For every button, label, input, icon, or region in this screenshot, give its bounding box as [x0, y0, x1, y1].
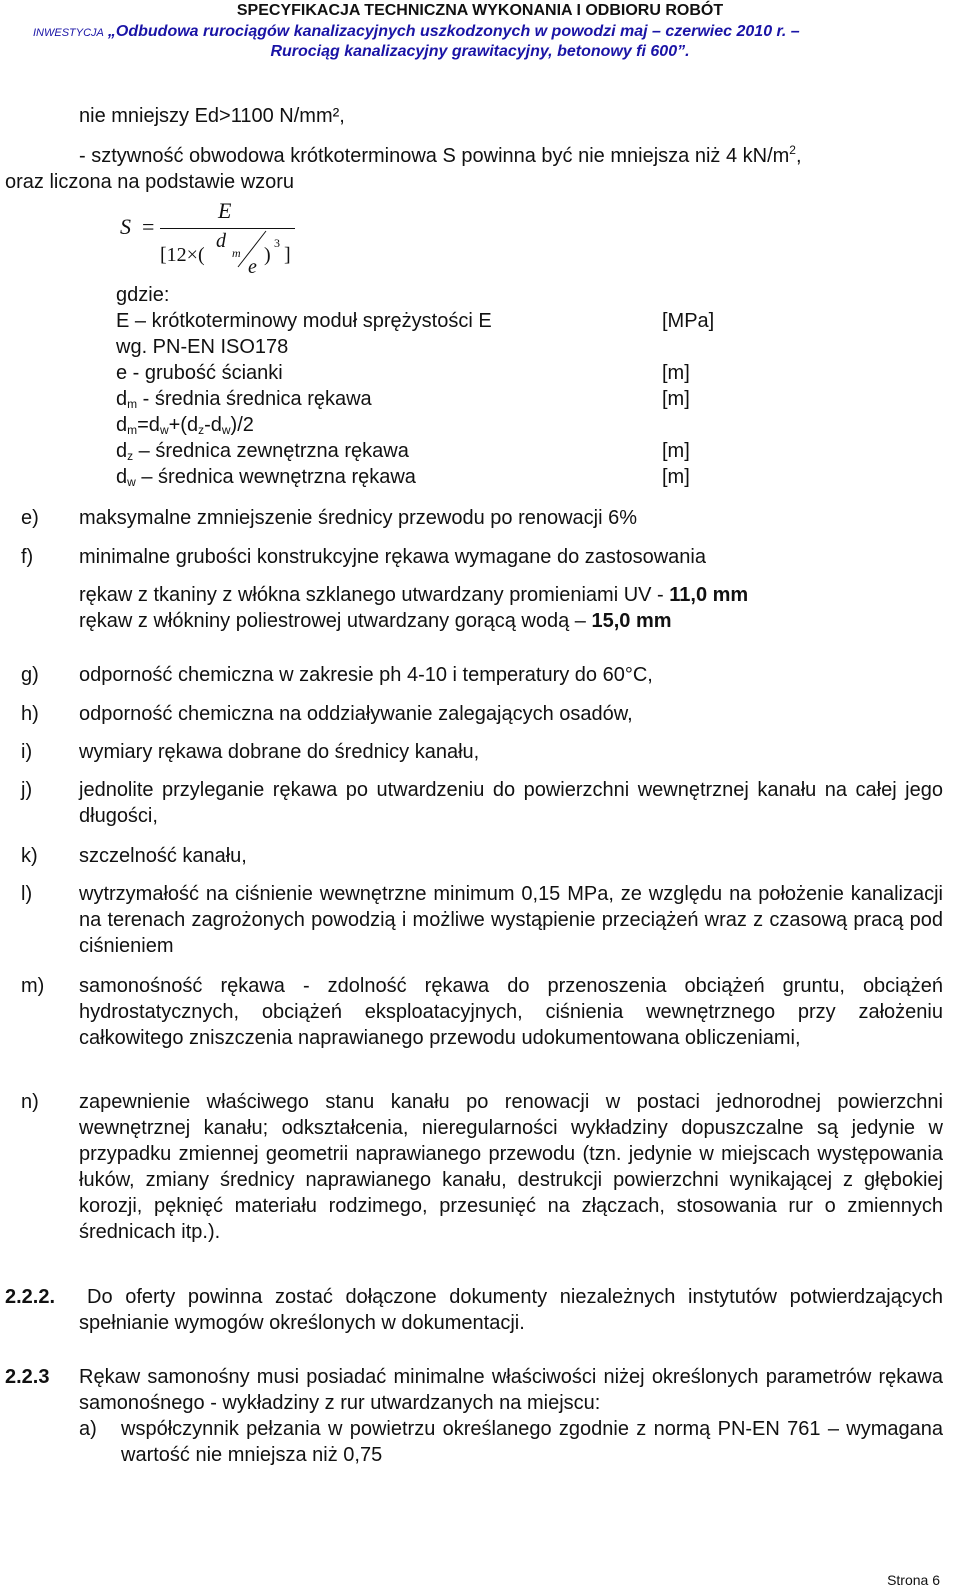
item-i-text: wymiary rękawa dobrane do średnicy kanału,	[79, 741, 480, 763]
legend-row-standard: wg. PN-EN ISO178	[116, 336, 289, 358]
item-j-text: jednolite przyleganie rękawa po utwardzeniu do powierzchni wewnętrznej kanału na całej jego długości,	[79, 779, 943, 827]
section-223-a-text: współczynnik pełzania w powietrzu określanego zgodnie z normą PN-EN 761 – wymagana wartość nie mniejsza niż 0,75	[121, 1418, 943, 1466]
item-n-text: zapewnienie właściwego stanu kanału po renowacji w postaci jednorodnej powierzchni wewnętrznej kanału; odkształcenia, nieregularności wykładziny dopuszczalne są jedynie w przypadku zmiennej geometrii naprawianego przewodu (tzn. jedynie w miejscach występowania łuków, zmiany średnicy naprawianego kanału, destrukcji powierzchni wynikającej z głębokiej korozji, pęknięć materiału rodzimego, przesunięć na złączach, stosowania rur o zmiennych średnicach itp.).	[79, 1091, 943, 1243]
section-223-text: Rękaw samonośny musi posiadać minimalne właściwości niżej określonych parametrów rękawa samonośnego - wykładziny z rur utwardzanych na miejscu:	[79, 1366, 943, 1414]
item-e-label: e)	[21, 507, 39, 529]
item-m-label: m)	[21, 975, 45, 997]
page-number: Strona 6	[887, 1572, 940, 1588]
item-n-label: n)	[21, 1091, 39, 1113]
item-f-sub-2-value: 15,0 mm	[591, 610, 672, 632]
legend-dm-text: - średnia średnica rękawa	[137, 388, 372, 410]
item-f-label: f)	[21, 546, 34, 568]
item-h-text: odporność chemiczna na oddziaływanie zalegających osadów,	[79, 703, 633, 725]
legend-row-dm	[116, 386, 372, 412]
formula-close-paren: )	[264, 244, 271, 266]
item-e-text: maksymalne zmniejszenie średnicy przewodu po renowacji 6%	[79, 507, 638, 529]
legend-unit-e: [MPa]	[662, 310, 715, 332]
intro-line-2-end: ,	[795, 145, 802, 167]
header-title: SPECYFIKACJA TECHNICZNA WYKONANIA I ODBIORU ROBÓT	[236, 2, 724, 19]
legend-title: gdzie:	[116, 284, 170, 306]
intro-line-2-sup: 2	[789, 143, 796, 157]
item-f-sub-1-value: 11,0 mm	[669, 584, 749, 606]
section-223-a-label: a)	[79, 1418, 97, 1440]
item-h-label: h)	[21, 703, 39, 725]
intro-line-2-text: - sztywność obwodowa krótkoterminowa S powinna być nie mniejsza niż 4 kN/m	[79, 145, 790, 167]
legend-row-dm-formula: $d_m=d_w+(d_z-d_w)/2$	[116, 414, 254, 437]
header-investment-name: „Odbudowa rurociągów kanalizacyjnych uszkodzonych w powodzi maj – czerwiec 2010 r. –	[107, 23, 800, 40]
item-f-sub-2: rękaw z włókniny poliestrowej utwardzany gorącą wodą – 15,0 mm	[79, 610, 672, 632]
header-subtitle: Rurociąg kanalizacyjny grawitacyjny, betonowy fi 600”.	[270, 43, 690, 60]
legend-unit-dw: [m]	[662, 466, 690, 488]
legend-unit-dm: [m]	[662, 388, 690, 410]
formula-m: m	[232, 246, 241, 260]
formula-exponent: 3	[274, 236, 280, 250]
legend-unit-thickness: [m]	[662, 362, 690, 384]
item-f-sub-1: rękaw z tkaniny z włókna szklanego utwardzany promieniami UV - 11,0 mm	[79, 584, 749, 606]
section-222-text: Do oferty powinna zostać dołączone dokumenty niezależnych instytutów potwierdzających spełnianie wymogów określonych w dokumentacji.	[79, 1286, 943, 1334]
stiffness-formula	[118, 196, 308, 286]
header-prefix: INWESTYCJA	[33, 27, 104, 39]
legend-row-e: E – krótkoterminowy moduł sprężystości E	[116, 310, 492, 332]
formula-denominator: [12×(	[160, 244, 205, 266]
item-m-text: samonośność rękawa - zdolność rękawa do przenoszenia obciążeń gruntu, obciążeń hydrostatycznych, obciążeń eksploatacyjnych, ciśnienia wewnętrznego przy założeniu całkowitego zniszczenia naprawianego przewodu udokumentowana obliczeniami,	[79, 975, 943, 1049]
formula-d: d	[216, 230, 226, 252]
formula-close-bracket: ]	[284, 244, 291, 266]
formula-numerator: E	[218, 198, 232, 223]
section-222-number: 2.2.2.	[5, 1286, 56, 1308]
item-g-label: g)	[21, 664, 39, 686]
formula-lhs: S	[120, 214, 131, 239]
item-i-label: i)	[21, 741, 33, 763]
legend-row-thickness: e - grubość ścianki	[116, 362, 283, 384]
legend-dm-symbol: d	[116, 388, 128, 410]
intro-line-2	[79, 143, 943, 169]
section-223-number: 2.2.3	[5, 1366, 50, 1388]
item-l-label: l)	[21, 883, 33, 905]
legend-dm-sub: m	[127, 397, 138, 411]
item-j-label: j)	[21, 779, 33, 801]
item-k-label: k)	[21, 845, 38, 867]
item-k-text: szczelność kanału,	[79, 845, 247, 867]
item-l-text: wytrzymałość na ciśnienie wewnętrzne minimum 0,15 MPa, ze względu na położenie kanalizacji na terenach zagrożonych powodzią i możliwe wystąpienie przeciążeń wraz z czasową pracą pod ciśnieniem	[79, 883, 943, 957]
formula-fraction-bar	[160, 228, 295, 229]
legend-row-dz: $d_z$ – średnica zewnętrzna rękawa	[116, 440, 409, 463]
header-investment	[33, 23, 933, 41]
formula-e: e	[248, 256, 257, 278]
legend-unit-dz: [m]	[662, 440, 690, 462]
item-g-text: odporność chemiczna w zakresie ph 4-10 i temperatury do 60°C,	[79, 664, 653, 686]
legend-row-dw: $d_w$ – średnica wewnętrzna rękawa	[116, 466, 416, 489]
formula-eq: =	[142, 214, 155, 239]
intro-line-3: oraz liczona na podstawie wzoru	[5, 171, 295, 193]
intro-line-1: nie mniejszy Ed>1100 N/mm²,	[79, 105, 345, 127]
item-f-text: minimalne grubości konstrukcyjne rękawa wymagane do zastosowania	[79, 546, 706, 568]
